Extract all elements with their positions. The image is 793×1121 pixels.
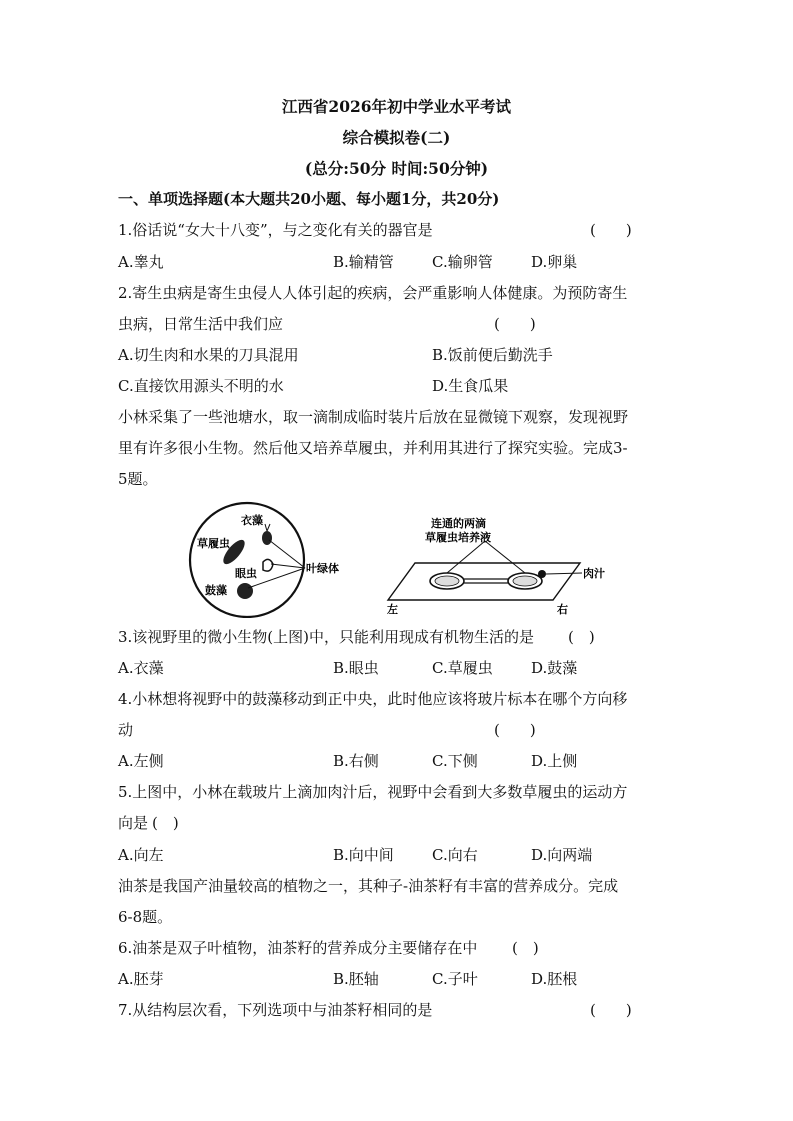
question-4-stem-line1: 4.小林想将视野中的鼓藻移动到正中央，此时他应该将玻片标本在哪个方向移	[118, 690, 628, 708]
question-1-option-c: C.输卵管	[432, 253, 493, 271]
passage-2-line1: 油茶是我国产油量较高的植物之一，其种子-油茶籽有丰富的营养成分。完成	[118, 877, 619, 895]
question-3-option-d: D.鼓藻	[531, 659, 578, 677]
question-1-option-a: A.睾丸	[118, 253, 164, 271]
question-5-option-d: D.向两端	[531, 846, 593, 864]
question-6-answer-bracket: ( )	[512, 939, 539, 957]
label-connected-drops: 连通的两滴	[431, 517, 486, 530]
question-2-stem-line1: 2.寄生虫病是寄生虫侵人人体引起的疾病，会严重影响人体健康。为预防寄生	[118, 284, 628, 302]
question-3-answer-bracket: ( )	[568, 628, 595, 646]
question-1-option-b: B.输精管	[333, 253, 394, 271]
label-meat-broth: 肉汁	[583, 567, 605, 580]
question-7-answer-bracket: ( )	[590, 1001, 632, 1019]
exam-subtitle: 综合模拟卷(二)	[342, 128, 451, 147]
question-5-option-c: C.向右	[432, 846, 478, 864]
label-right: 右	[557, 603, 568, 615]
exam-info: (总分:50分 时间:50分钟)	[304, 159, 489, 178]
question-2-option-c: C.直接饮用源头不明的水	[118, 377, 284, 395]
question-3-option-c: C.草履虫	[432, 659, 493, 677]
question-2-answer-bracket: ( )	[494, 315, 536, 333]
label-diatom: 鼓藻	[205, 584, 227, 597]
passage-1-line3: 5题。	[118, 470, 158, 488]
exam-title: 江西省2026年初中学业水平考试	[281, 97, 512, 116]
passage-2-line2: 6-8题。	[118, 908, 173, 926]
question-6-stem: 6.油茶是双子叶植物，油茶籽的营养成分主要储存在中	[118, 939, 478, 957]
question-3-stem: 3.该视野里的微小生物(上图)中，只能利用现成有机物生活的是	[118, 628, 535, 646]
question-2-option-b: B.饭前便后勤洗手	[432, 346, 553, 364]
passage-1-line2: 里有许多很小生物。然后他又培养草履虫，并利用其进行了探究实验。完成3-	[118, 439, 628, 457]
question-5-stem-line1: 5.上图中，小林在载玻片上滴加肉汁后，视野中会看到大多数草履虫的运动方	[118, 783, 628, 801]
label-chlamydomonas: 衣藻	[241, 514, 263, 527]
question-1-stem: 1.俗话说“女大十八变”，与之变化有关的器官是	[118, 221, 433, 239]
label-left: 左	[387, 603, 398, 615]
question-6-option-d: D.胚根	[531, 970, 578, 988]
label-chloroplast: 叶绿体	[306, 562, 339, 575]
slide-experiment-figure	[385, 515, 625, 615]
label-culture-fluid: 草履虫培养液	[425, 531, 491, 544]
question-1-option-d: D.卵巢	[531, 253, 578, 271]
question-5-answer-bracket: ( )	[152, 814, 179, 832]
question-2-option-d: D.生食瓜果	[432, 377, 509, 395]
question-3-option-b: B.眼虫	[333, 659, 379, 677]
question-7-stem: 7.从结构层次看，下列选项中与油茶籽相同的是	[118, 1001, 433, 1019]
question-6-option-c: C.子叶	[432, 970, 478, 988]
question-2-option-a: A.切生肉和水果的刀具混用	[118, 346, 299, 364]
question-1-answer-bracket: ( )	[590, 221, 632, 239]
passage-1-line1: 小林采集了一些池塘水，取一滴制成临时装片后放在显微镜下观察，发现视野	[118, 408, 629, 426]
question-2-stem-line2: 虫病，日常生活中我们应	[118, 315, 284, 333]
question-5-stem-line2: 向是	[118, 814, 149, 832]
question-6-option-b: B.胚轴	[333, 970, 379, 988]
question-5-option-b: B.向中间	[333, 846, 394, 864]
question-6-option-a: A.胚芽	[118, 970, 164, 988]
label-paramecium: 草履虫	[197, 537, 230, 550]
question-5-option-a: A.向左	[118, 846, 164, 864]
microscope-field-figure	[185, 500, 365, 618]
question-4-stem-line2: 动	[118, 721, 134, 739]
section-heading: 一、单项选择题(本大题共20小题、每小题1分，共20分)	[118, 190, 500, 208]
label-euglena: 眼虫	[235, 567, 257, 580]
question-4-option-b: B.右侧	[333, 752, 379, 770]
question-4-option-c: C.下侧	[432, 752, 478, 770]
question-3-option-a: A.衣藻	[118, 659, 164, 677]
question-4-option-d: D.上侧	[531, 752, 578, 770]
question-4-option-a: A.左侧	[118, 752, 164, 770]
question-4-answer-bracket: ( )	[494, 721, 536, 739]
